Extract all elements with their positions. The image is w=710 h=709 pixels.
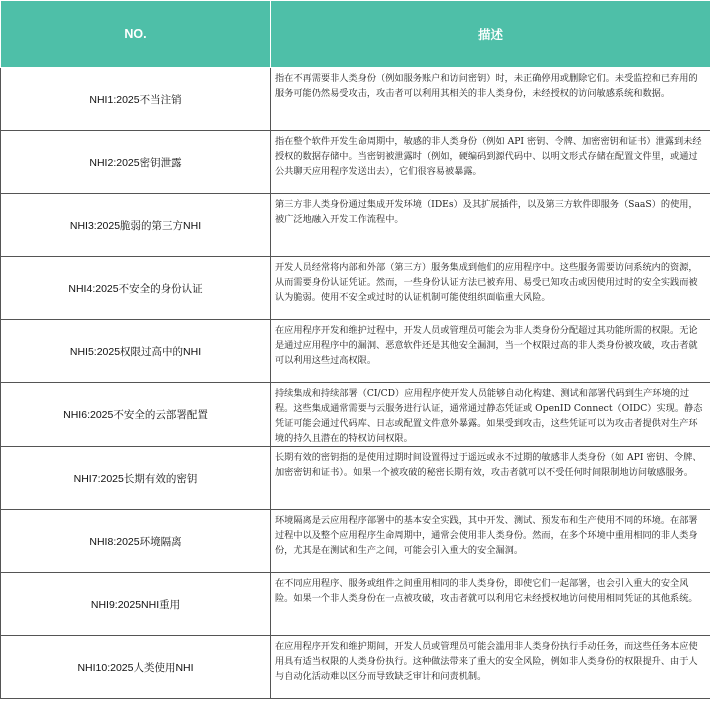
risk-id-cell: NHI1:2025不当注销 [1,68,271,131]
table-row [1,573,710,636]
risk-id-cell: NHI6:2025不安全的云部署配置 [1,383,271,447]
table-row [1,447,710,510]
risk-description-cell: 在应用程序开发和维护期间，开发人员或管理员可能会滥用非人类身份执行手动任务，而这些任务本应使用具有适当权限的人类身份执行。这种做法带来了重大的安全风险，例如非人类身份的权限提升、由于人与自动化活动难以区分而导致缺乏审计和问责机制。 [271,636,710,699]
table-row [1,68,710,131]
risk-id-cell: NHI2:2025密钥泄露 [1,131,271,194]
risk-id-cell: NHI9:2025NHI重用 [1,573,271,636]
risk-id-cell: NHI7:2025长期有效的密钥 [1,447,271,510]
table-row [1,194,710,257]
table-row [1,383,710,447]
risk-description-cell: 指在不再需要非人类身份（例如服务账户和访问密钥）时，未正确停用或删除它们。未受监控和已弃用的服务可能仍然易受攻击，攻击者可以利用其相关的非人类身份，未经授权的访问敏感系统和数据。 [271,68,710,131]
risk-id-cell: NHI5:2025权限过高中的NHI [1,320,271,383]
risk-description-cell: 指在整个软件开发生命周期中，敏感的非人类身份（例如 API 密钥、令牌、加密密钥和证书）泄露到未经授权的数据存储中。当密钥被泄露时（例如，硬编码到源代码中、以明文形式存储在配置文件里，或通过公共聊天应用程序发送出去），它们很容易被暴露。 [271,131,710,194]
table-row [1,131,710,194]
table-row [1,320,710,383]
risk-description-cell: 持续集成和持续部署（CI/CD）应用程序使开发人员能够自动化构建、测试和部署代码到生产环境的过程。这些集成通常需要与云服务进行认证，通常通过静态凭证或 OpenID Connect（OIDC）实现。静态凭证可能会通过代码库、日志或配置文件意外暴露。如果受到攻击，这些凭证可以为攻击者提供对生产环境的持久且潜在的特权访问权限。 [271,383,710,447]
risk-description-cell: 长期有效的密钥指的是使用过期时间设置得过于遥远或永不过期的敏感非人类身份（如 API 密钥、令牌、加密密钥和证书）。如果一个被攻破的秘密长期有效，攻击者就可以不受任何时间限制地访问敏感服务。 [271,447,710,510]
risk-id-cell: NHI8:2025环境隔离 [1,510,271,573]
risk-description-cell: 环境隔离是云应用程序部署中的基本安全实践，其中开发、测试、预发布和生产使用不同的环境。在部署过程中以及整个应用程序生命周期中，通常会使用非人类身份。然而，在多个环境中重用相同的非人类身份，尤其是在测试和生产之间，可能会引入重大的安全漏洞。 [271,510,710,573]
table-row [1,636,710,699]
risk-id-cell: NHI4:2025不安全的身份认证 [1,257,271,320]
risk-id-cell: NHI3:2025脆弱的第三方NHI [1,194,271,257]
risk-id-cell: NHI10:2025人类使用NHI [1,636,271,699]
risk-description-cell: 在应用程序开发和维护过程中，开发人员或管理员可能会为非人类身份分配超过其功能所需的权限。无论是通过应用程序中的漏洞、恶意软件还是其他安全漏洞，当一个权限过高的非人类身份被攻破，攻击者就可以利用这些过高权限。 [271,320,710,383]
risk-description-cell: 在不同应用程序、服务或组件之间重用相同的非人类身份，即使它们一起部署，也会引入重大的安全风险。如果一个非人类身份在一点被攻破，攻击者就可以利用它未经授权地访问使用相同凭证的其他系统。 [271,573,710,636]
table-row [1,510,710,573]
risk-description-cell: 开发人员经常将内部和外部（第三方）服务集成到他们的应用程序中。这些服务需要访问系统内的资源，从而需要身份认证凭证。然而，一些身份认证方法已被弃用、易受已知攻击或因使用过时的安全实践而被认为脆弱。使用不安全或过时的认证机制可能使组织面临重大风险。 [271,257,710,320]
risk-description-cell: 第三方非人类身份通过集成开发环境（IDEs）及其扩展插件，以及第三方软件即服务（SaaS）的使用，被广泛地融入开发工作流程中。 [271,194,710,257]
column-header-description: 描述 [271,1,710,68]
column-header-no: NO. [1,1,271,68]
table-header-row [1,1,710,68]
table-row [1,257,710,320]
